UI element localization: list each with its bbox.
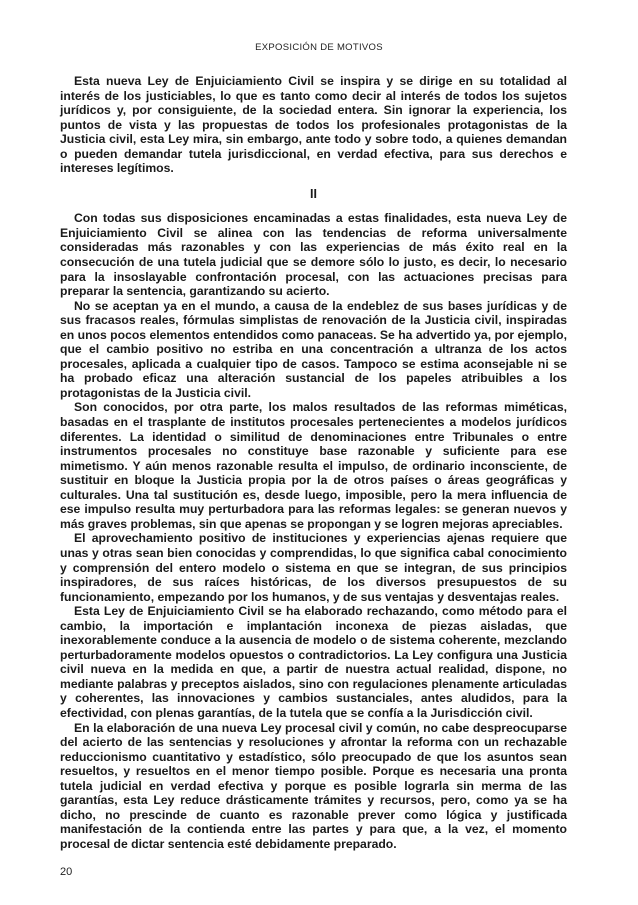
paragraph: Esta Ley de Enjuiciamiento Civil se ha elaborado rechazando, como método para el cambio, la importación e implantación inconexa de piezas aisladas, que inexorablemente conduce a la ausencia de modelo o de sistema coherente, mezclando perturbadoramente modelos opuestos o contradictorios. La Ley configura una Justicia civil nueva en la medida en que, a partir de nuestra actual realidad, dispone, no mediante palabras y preceptos aislados, sino con regulaciones plenamente articuladas y coherentes, las innovaciones y cambios sustanciales, antes aludidos, para la efectividad, con plenas garantías, de la tutela que se confía a la Jurisdicción civil. <box>60 604 567 720</box>
page-number: 20 <box>60 866 73 878</box>
paragraph: El aprovechamiento positivo de instituciones y experiencias ajenas requiere que unas y otras sean bien conocidas y comprendidas, lo que significa cabal conocimiento y comprensión del entero modelo o sistema en que se integran, de sus principios inspiradores, de sus raíces históricas, de los diversos presupuestos de su funcionamiento, empezando por los humanos, y de sus ventajas y desventajas reales. <box>60 531 567 604</box>
section-number: II <box>310 186 317 201</box>
body-text <box>60 74 567 851</box>
paragraph: Son conocidos, por otra parte, los malos resultados de las reformas miméticas, basadas en el trasplante de institutos procesales pertenecientes a modelos jurídicos diferentes. La identidad o similitud de denominaciones entre Tribunales o entre instrumentos procesales no constituye base razonable y suficiente para ese mimetismo. Y aún menos razonable resulta el impulso, de ordinario inconsciente, de sustituir en bloque la Justicia propia por la de otros países o áreas geográficas y culturales. Una tal sustitución es, desde luego, imposible, pero la mera influencia de ese impulso resulta muy perturbadora para las reformas legales: se generan nuevos y más graves problemas, sin que apenas se propongan y se logren mejoras apreciables. <box>60 400 567 531</box>
running-header: EXPOSICIÓN DE MOTIVOS <box>255 42 383 53</box>
intro-paragraph: Esta nueva Ley de Enjuiciamiento Civil se inspira y se dirige en su totalidad al interés de los justiciables, lo que es tanto como decir al interés de todos los sujetos jurídicos y, por consiguiente, de la sociedad entera. Sin ignorar la experiencia, los puntos de vista y las propuestas de todos los profesionales protagonistas de la Justicia civil, esta Ley mira, sin embargo, ante todo y sobre todo, a quienes demandan o pueden demandar tutela jurisdiccional, en verdad efectiva, para sus derechos e intereses legítimos. <box>60 74 567 176</box>
paragraph: Con todas sus disposiciones encaminadas a estas finalidades, esta nueva Ley de Enjuiciamiento Civil se alinea con las tendencias de reforma universalmente consideradas más razonables y con las experiencias de más éxito real en la consecución de una tutela judicial que se demore sólo lo justo, es decir, lo necesario para la insoslayable confrontación procesal, con las actuaciones precisas para preparar la sentencia, garantizando su acierto. <box>60 211 567 299</box>
paragraph: No se aceptan ya en el mundo, a causa de la endeblez de sus bases jurídicas y de sus fracasos reales, fórmulas simplistas de renovación de la Justicia civil, inspiradas en unos pocos elementos entendidos como panaceas. Se ha advertido ya, por ejemplo, que el cambio positivo no estriba en una concentración a ultranza de los actos procesales, aplicada a cualquier tipo de casos. Tampoco se estima aconsejable ni se ha probado eficaz una alteración sustancial de los papeles atribuibles a los protagonistas de la Justicia civil. <box>60 298 567 400</box>
paragraph: En la elaboración de una nueva Ley procesal civil y común, no cabe despreocuparse del acierto de las sentencias y resoluciones y afrontar la reforma con un rechazable reduccionismo cuantitativo y estadístico, sólo preocupado de que los asuntos sean resueltos, y resueltos en el menor tiempo posible. Porque es necesaria una pronta tutela judicial en verdad efectiva y porque es posible lograrla sin merma de las garantías, esta Ley reduce drásticamente trámites y recursos, pero, como ya se ha dicho, no prescinde de cuanto es razonable prever como lógica y justificada manifestación de la contienda entre las partes y para que, a la vez, el momento procesal de dictar sentencia esté debidamente preparado. <box>60 720 567 851</box>
